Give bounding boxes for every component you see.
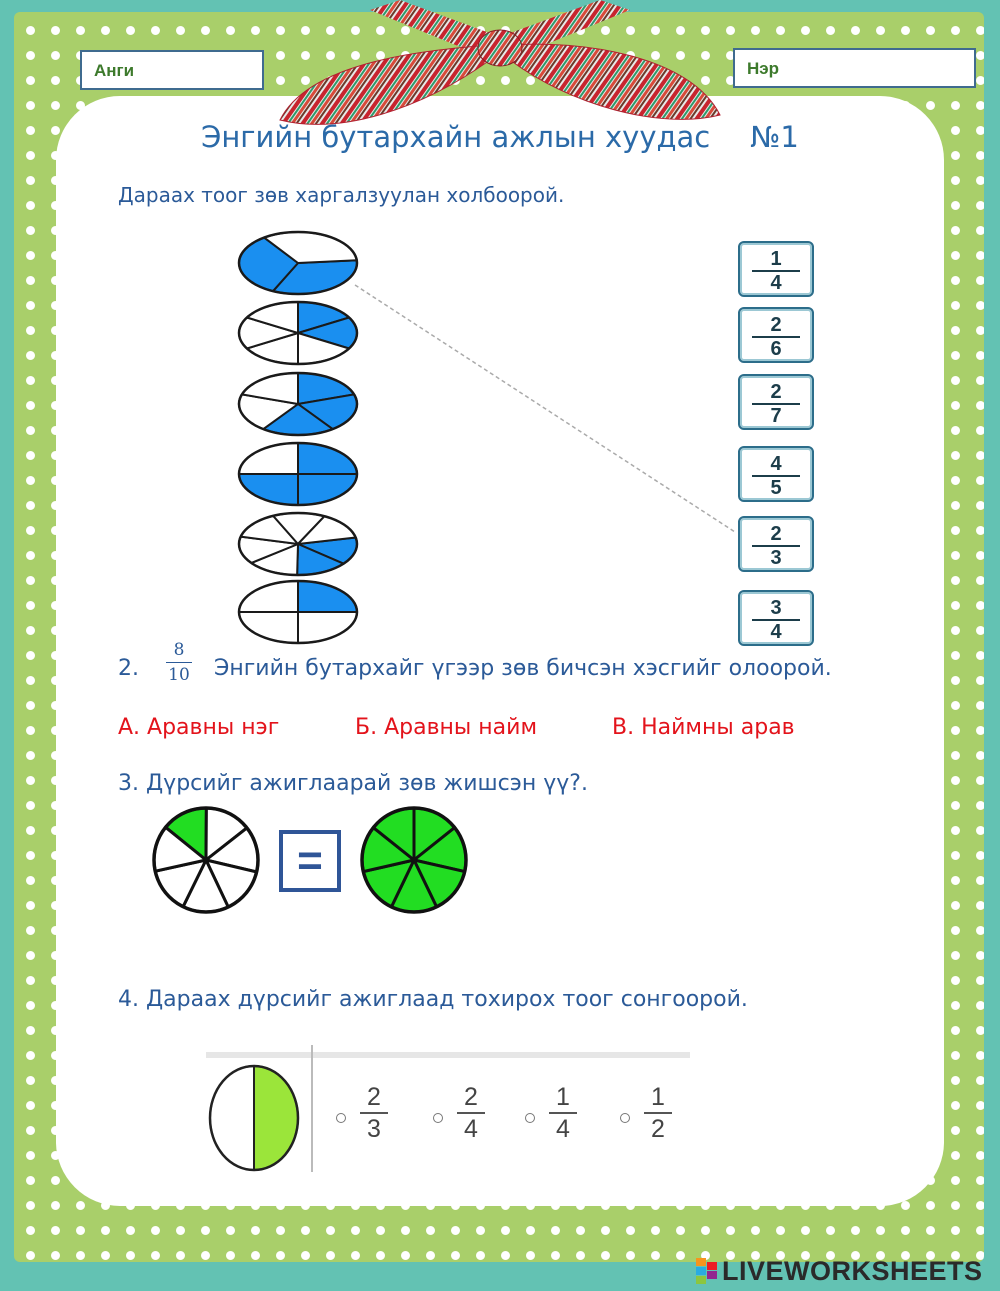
choice-numerator: 1 [651, 1083, 665, 1111]
class-label: Анги [94, 61, 135, 80]
card-denominator: 7 [770, 405, 782, 427]
q4-half-circle-sector [254, 1066, 298, 1170]
worksheet-number: №1 [750, 120, 799, 154]
liveworksheets-logo-icon [696, 1258, 718, 1284]
choice-denominator: 4 [556, 1115, 570, 1143]
choice-denominator: 3 [367, 1115, 381, 1143]
choice-numerator: 1 [556, 1083, 570, 1111]
title-text: Энгийн бутархайн ажлын хуудас [201, 120, 711, 154]
card-numerator: 2 [770, 314, 782, 336]
card-denominator: 6 [770, 338, 782, 360]
choice-numerator: 2 [367, 1083, 381, 1111]
card-numerator: 2 [770, 523, 782, 545]
q4-choice-fraction-4[interactable] [644, 1084, 672, 1142]
q4-choice-radio-2[interactable] [433, 1113, 443, 1123]
choice-denominator: 2 [651, 1115, 665, 1143]
liveworksheets-brand: LIVEWORKSHEETS [722, 1256, 983, 1286]
card-numerator: 1 [770, 248, 782, 270]
q4-choice-fraction-1[interactable] [360, 1084, 388, 1142]
q2-fraction-denominator: 10 [168, 665, 190, 685]
q3-equals-sign: = [297, 836, 323, 885]
card-denominator: 5 [770, 477, 782, 499]
name-label: Нэр [747, 59, 780, 78]
choice-denominator: 4 [464, 1115, 478, 1143]
q4-choice-fraction-2[interactable] [457, 1084, 485, 1142]
q4-choice-radio-4[interactable] [620, 1113, 630, 1123]
card-numerator: 2 [770, 381, 782, 403]
choice-fraction-bar [644, 1112, 672, 1114]
q2-option-c[interactable]: В. Наймны арав [612, 715, 795, 740]
q4-choice-radio-3[interactable] [525, 1113, 535, 1123]
q3-question: 3. Дүрсийг ажиглаарай зөв жишсэн үү?. [118, 771, 588, 796]
card-denominator: 3 [770, 547, 782, 569]
q2-option-b[interactable]: Б. Аравны найм [355, 715, 538, 740]
q4-choice-radio-1[interactable] [336, 1113, 346, 1123]
q4-choice-fraction-3[interactable] [549, 1084, 577, 1142]
choice-fraction-bar [549, 1112, 577, 1114]
card-numerator: 3 [770, 597, 782, 619]
q2-option-a[interactable]: А. Аравны нэг [118, 715, 280, 740]
q2-question: Энгийн бутархайг үгээр зөв бичсэн хэсгийг олоорой. [214, 656, 832, 681]
q2-number: 2. [118, 656, 139, 681]
q4-half-circle-sector [210, 1066, 254, 1170]
card-denominator: 4 [770, 272, 782, 294]
q1-instruction: Дараах тоог зөв харгалзуулан холбоорой. [118, 183, 565, 207]
choice-numerator: 2 [464, 1083, 478, 1111]
q4-half-circle [210, 1066, 298, 1170]
q2-fraction-numerator: 8 [173, 640, 185, 660]
q4-question: 4. Дараах дүрсийг ажиглаад тохирох тоог сонгоорой. [118, 987, 748, 1012]
card-denominator: 4 [770, 621, 782, 643]
card-numerator: 4 [770, 453, 782, 475]
choice-fraction-bar [457, 1112, 485, 1114]
choice-fraction-bar [360, 1112, 388, 1114]
